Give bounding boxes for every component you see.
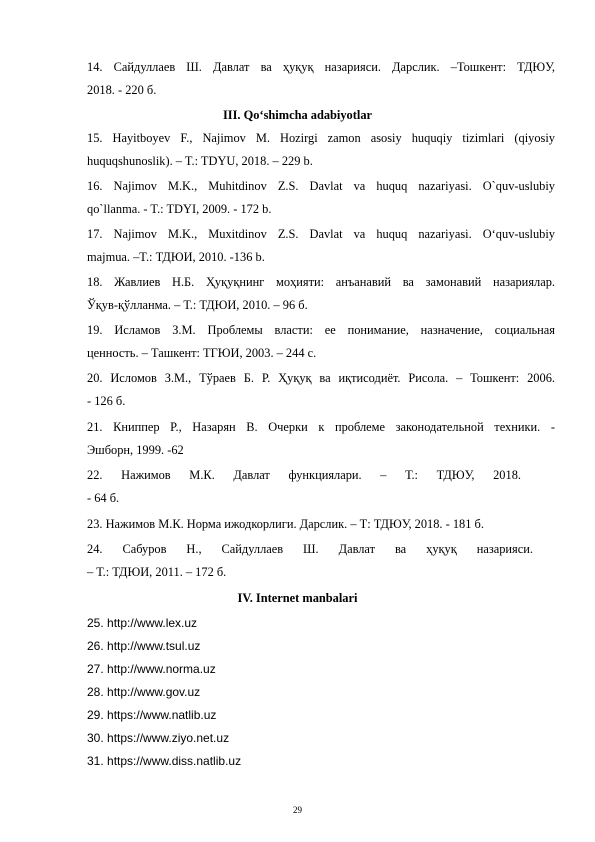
reference-19-line-2: ценность. – Ташкент: ТГЮИ, 2003. – 244 с.: [87, 346, 317, 360]
reference-15-line-2: huquqshunoslik). – T.: TDYU, 2018. – 229 b.: [87, 154, 313, 168]
reference-22: [87, 464, 555, 510]
reference-24: [87, 538, 555, 584]
reference-17-line-1: 17. Najimov M.K., Muxitdinov Z.S. Davlat va huquq nazariyasi. O‘quv-uslubiy: [87, 227, 555, 241]
link-item[interactable]: 27. http://www.norma.uz: [87, 662, 216, 676]
page-number: 29: [293, 805, 302, 815]
reference-19-line-1: 19. Исламов З.М. Проблемы власти: ее понимание, назначение, социальная: [87, 323, 555, 337]
reference-20-line-1: 20. Исломов З.М., Тўраев Б. Р. Ҳуқуқ ва иқтисодиёт. Рисола. – Тошкент: 2006.: [87, 371, 555, 385]
reference-16-line-1: 16. Najimov M.K., Muhitdinov Z.S. Davlat va huquq nazariyasi. O`quv-uslubiy: [87, 179, 555, 193]
reference-22-line-1: 22. Нажимов М.К. Давлат функциялари. – Т.: ТДЮУ, 2018.: [87, 468, 521, 482]
reference-18: [87, 271, 555, 317]
reference-22-line-2: - 64 б.: [87, 491, 120, 505]
reference-21: [87, 416, 555, 462]
reference-24-line-1: 24. Сабуров Н., Сайдуллаев Ш. Давлат ва ҳуқуқ назарияси.: [87, 542, 533, 556]
reference-24-line-2: – Т.: ТДЮИ, 2011. – 172 б.: [87, 565, 227, 579]
link-item[interactable]: 29. https://www.natlib.uz: [87, 708, 217, 722]
reference-14: [87, 56, 555, 102]
reference-15-line-1: 15. Hayitboyev F., Najimov M. Hozirgi zamon asosiy huquqiy tizimlari (qiyosiy: [87, 131, 555, 145]
reference-18-line-1: 18. Жавлиев Н.Б. Ҳуқуқнинг моҳияти: анъанавий ва замонавий назариялар.: [87, 275, 555, 289]
link-item[interactable]: 26. http://www.tsul.uz: [87, 639, 201, 653]
link-item[interactable]: 30. https://www.ziyo.net.uz: [87, 731, 230, 745]
reference-18-line-2: Ўқув-қўлланма. – Т.: ТДЮИ, 2010. – 96 б.: [87, 298, 308, 312]
reference-23-line-1: 23. Нажимов М.К. Норма ижодкорлиги. Дарслик. – Т: ТДЮУ, 2018. - 181 б.: [87, 517, 484, 531]
section-heading-internet-sources: IV. Internet manbalari: [237, 591, 358, 605]
reference-15: [87, 127, 555, 173]
internet-links-list: [87, 612, 555, 773]
reference-14-line-2: 2018. - 220 б.: [87, 83, 157, 97]
reference-23: [87, 513, 555, 536]
reference-14-line-1: 14. Сайдуллаев Ш. Давлат ва ҳуқуқ назарияси. Дарслик. –Тошкент: ТДЮУ,: [87, 60, 555, 74]
section-heading-additional-literature: III. Qo‘shimcha adabiyotlar: [222, 108, 373, 122]
reference-20: [87, 367, 555, 413]
reference-19: [87, 319, 555, 365]
reference-21-line-2: Эшборн, 1999. -62: [87, 443, 184, 457]
reference-16-line-2: qo`llanma. - T.: TDYI, 2009. - 172 b.: [87, 202, 272, 216]
reference-21-line-1: 21. Книппер Р., Назарян В. Очерки к проблеме законодательной техники. -: [87, 420, 555, 434]
reference-20-line-2: - 126 б.: [87, 394, 126, 408]
reference-17: [87, 223, 555, 269]
reference-16: [87, 175, 555, 221]
link-item[interactable]: 28. http://www.gov.uz: [87, 685, 201, 699]
link-item[interactable]: 31. https://www.diss.natlib.uz: [87, 754, 242, 768]
link-item[interactable]: 25. http://www.lex.uz: [87, 616, 198, 630]
reference-17-line-2: majmua. –T.: ТДЮИ, 2010. -136 b.: [87, 250, 265, 264]
